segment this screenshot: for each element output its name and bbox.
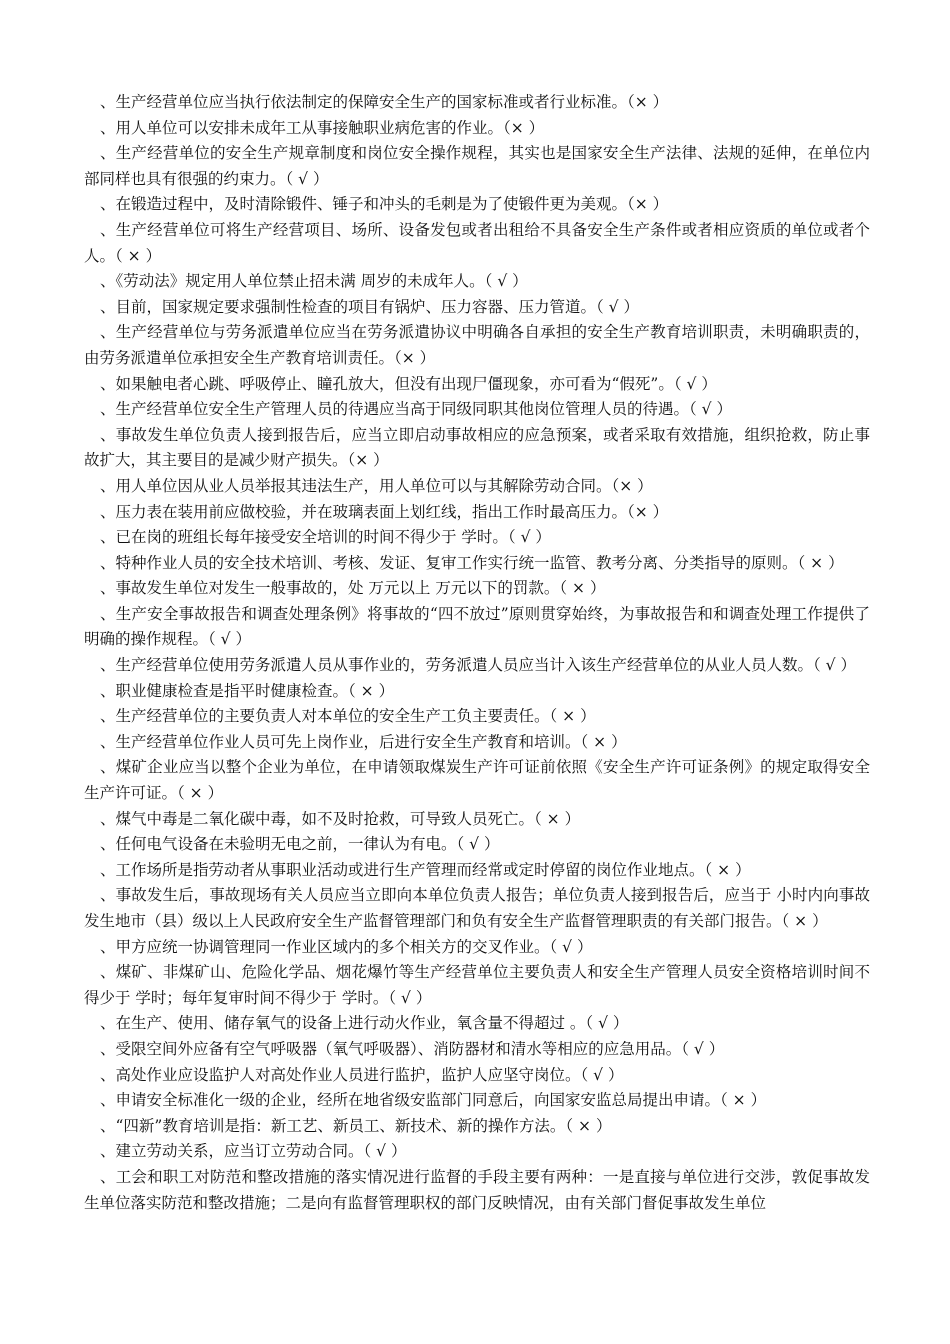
question-item: 、煤矿、非煤矿山、危险化学品、烟花爆竹等生产经营单位主要负责人和安全生产管理人员安全资格培训时间不得少于 学时；每年复审时间不得少于 学时。（ √ ） [84, 963, 870, 1007]
question-item: 、特种作业人员的安全技术培训、考核、发证、复审工作实行统一监管、教考分离、分类指导的原则。（ × ） [100, 553, 844, 572]
question-item: 、生产安全事故报告和调查处理条例》将事故的“四不放过”原则贯穿始终，为事故报告和和调查处理工作提供了明确的操作规程。（ √ ） [84, 604, 870, 649]
question-item: 、煤矿企业应当以整个企业为单位，在申请领取煤炭生产许可证前依照《安全生产许可证条例》的规定取得安全生产许可证。（ × ） [84, 758, 870, 803]
question-item: 、压力表在装用前应做校验，并在玻璃表面上划红线，指出工作时最高压力。（× ） [100, 502, 669, 521]
question-item: 、工会和职工对防范和整改措施的落实情况进行监督的手段主要有两种：一是直接与单位进行交涉，敦促事故发生单位落实防范和整改措施；二是向有监督管理职权的部门反映情况，由有关部门督促事故发生单位 [84, 1167, 870, 1212]
question-item: 、申请安全标准化一级的企业，经所在地省级安监部门同意后，向国家安监总局提出申请。（ × ） [100, 1091, 767, 1110]
question-item: 、《劳动法》规定用人单位禁止招未满 周岁的未成年人。（ √ ） [100, 272, 528, 291]
question-item: 、生产经营单位应当执行依法制定的保障安全生产的国家标准或者行业标准。（× ） [100, 93, 669, 111]
question-item: 、事故发生单位负责人接到报告后，应当立即启动事故相应的应急预案，或者采取有效措施，组织抢救，防止事故扩大，其主要目的是减少财产损失。（× ） [84, 425, 870, 470]
question-item: 、工作场所是指劳动者从事职业活动或进行生产管理而经常或定时停留的岗位作业地点。（ × ） [100, 860, 751, 879]
question-item: 、用人单位可以安排未成年工从事接触职业病危害的作业。（× ） [100, 118, 545, 137]
question-item: 、甲方应统一协调管理同一作业区域内的多个相关方的交叉作业。（ √ ） [100, 937, 593, 956]
question-item: 、在生产、使用、储存氧气的设备上进行动火作业，氧含量不得超过 。（ √ ） [100, 1014, 629, 1033]
question-item: 、建立劳动关系，应当订立劳动合同。（ √ ） [100, 1142, 407, 1161]
question-item: 、在锻造过程中，及时清除锻件、锤子和冲头的毛刺是为了使锻件更为美观。（× ） [100, 195, 669, 214]
question-item: 、生产经营单位安全生产管理人员的待遇应当高于同级同职其他岗位管理人员的待遇。（ √ ） [100, 400, 732, 419]
question-item: 、生产经营单位使用劳务派遣人员从事作业的，劳务派遣人员应当计入该生产经营单位的从业人员人数。（ √ ） [100, 656, 856, 675]
question-item: 、生产经营单位的主要负责人对本单位的安全生产工负主要责任。（ × ） [100, 707, 596, 726]
question-item: 、用人单位因从业人员举报其违法生产，用人单位可以与其解除劳动合同。（× ） [100, 476, 653, 495]
question-item: 、职业健康检查是指平时健康检查。（ × ） [100, 681, 395, 700]
question-item: 、生产经营单位可将生产经营项目、场所、设备发包或者出租给不具备安全生产条件或者相应资质的单位或者个人。（ × ） [84, 220, 870, 265]
question-item: 、生产经营单位的安全生产规章制度和岗位安全操作规程，其实也是国家安全生产法律、法规的延伸，在单位内部同样也具有很强的约束力。（ √ ） [84, 144, 870, 188]
question-item: 、任何电气设备在未验明无电之前，一律认为有电。（ √ ） [100, 835, 500, 854]
question-item: 、事故发生单位对发生一般事故的，处 万元以上 万元以下的罚款。（ × ） [100, 579, 606, 598]
question-item: 、“四新”教育培训是指：新工艺、新员工、新技术、新的操作方法。（ × ） [100, 1116, 612, 1135]
question-item: 、已在岗的班组长每年接受安全培训的时间不得少于 学时。（ √ ） [100, 528, 551, 547]
question-item: 、如果触电者心跳、呼吸停止、瞳孔放大，但没有出现尸僵现象，亦可看为“假死”。（ √ ） [100, 374, 717, 393]
question-item: 、受限空间外应备有空气呼吸器（氧气呼吸器）、消防器材和清水等相应的应急用品。（ √ ） [100, 1039, 725, 1058]
question-item: 、事故发生后，事故现场有关人员应当立即向本单位负责人报告；单位负责人接到报告后，应当于 小时内向事故发生地市（县）级以上人民政府安全生产监督管理部门和负有安全生产监督管理职责的有关部门报告。（ × ） [84, 886, 870, 930]
question-item: 、高处作业应设监护人对高处作业人员进行监护，监护人应坚守岗位。（ √ ） [100, 1065, 624, 1084]
question-item: 、目前，国家规定要求强制性检查的项目有锅炉、压力容器、压力管道。（ √ ） [100, 297, 639, 316]
question-item: 、生产经营单位与劳务派遣单位应当在劳务派遣协议中明确各自承担的安全生产教育培训职责，未明确职责的，由劳务派遣单位承担安全生产教育培训责任。（× ） [84, 323, 870, 367]
question-item: 、煤气中毒是二氧化碳中毒，如不及时抢救，可导致人员死亡。（ × ） [100, 809, 581, 828]
question-item: 、生产经营单位作业人员可先上岗作业，后进行安全生产教育和培训。（ × ） [100, 732, 627, 751]
